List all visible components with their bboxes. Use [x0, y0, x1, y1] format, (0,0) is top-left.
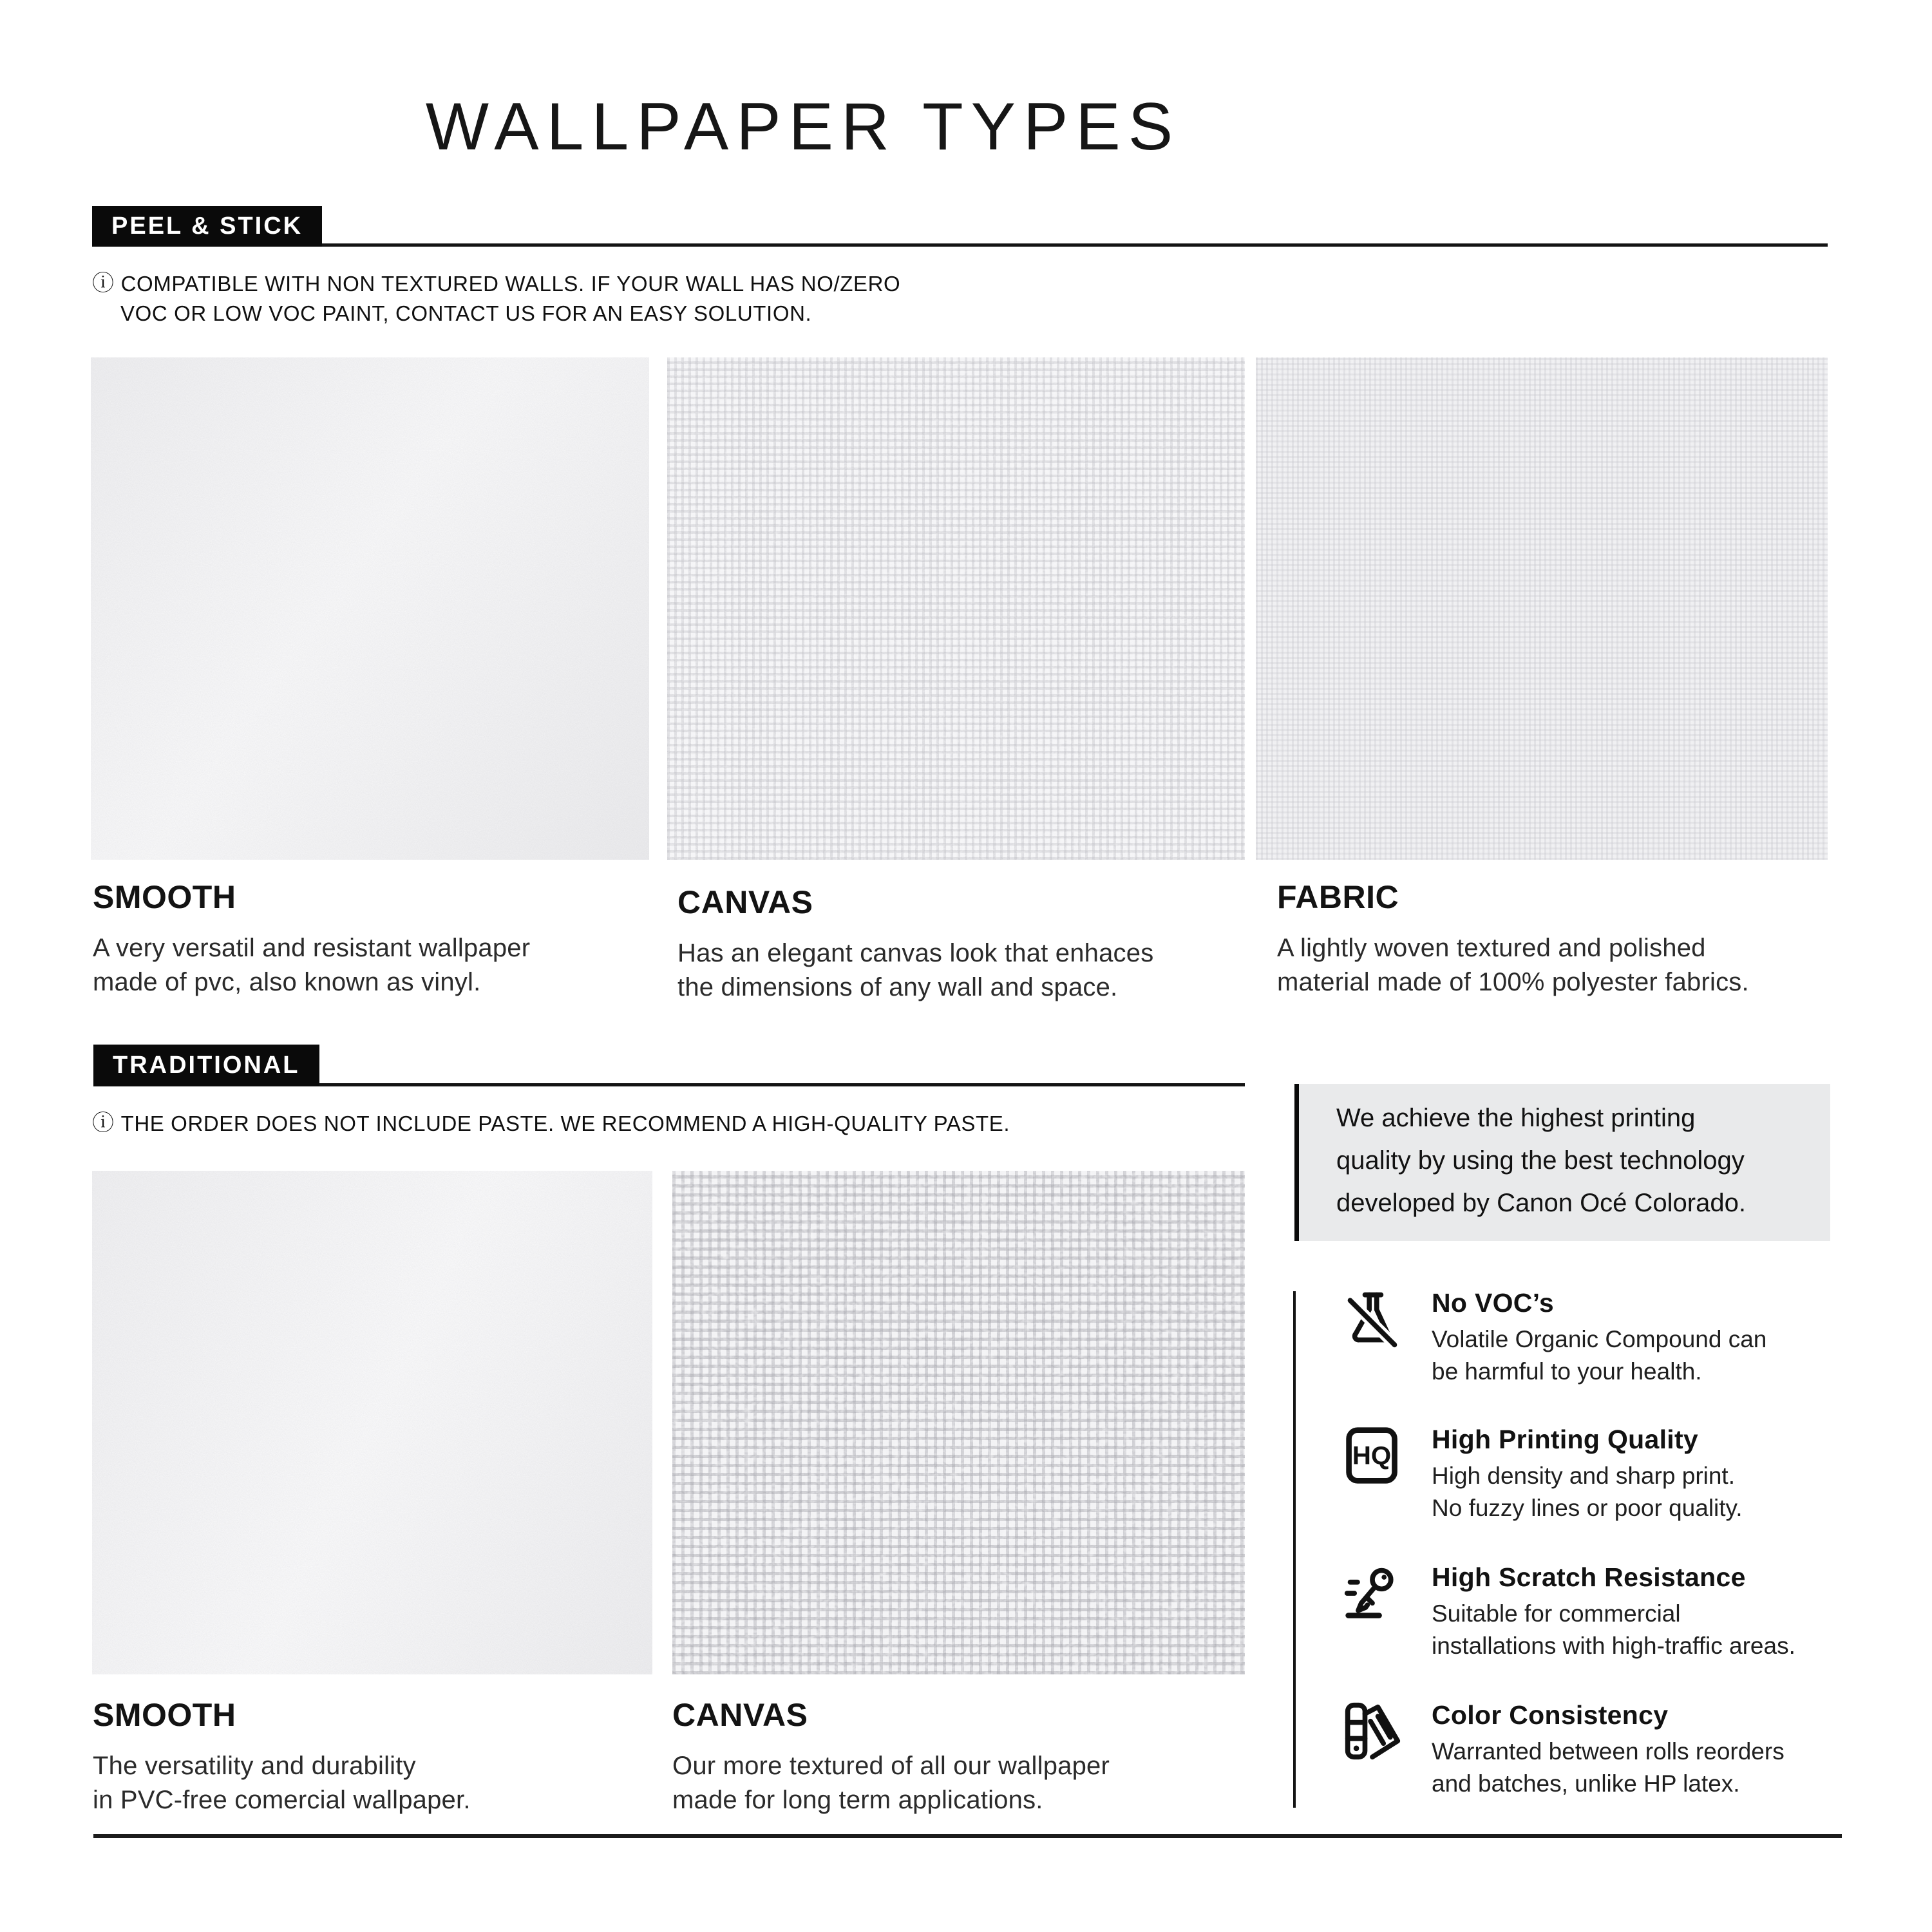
feature-title: Color Consistency [1432, 1700, 1669, 1730]
feature-no-voc [1343, 1288, 1845, 1388]
hq-badge-icon [1343, 1426, 1402, 1485]
swatch-description: A very versatil and resistant wallpaper made of pvc, also known as vinyl. [93, 934, 531, 996]
feature-title: No VOC’s [1432, 1288, 1554, 1318]
caption-traditional-canvas [672, 1696, 1252, 1817]
texture-image [1256, 357, 1828, 860]
feature-high-scratch-resistance [1343, 1562, 1845, 1662]
swatch-description: The versatility and durability in PVC-free comercial wallpaper. [93, 1752, 471, 1814]
caption-traditional-smooth [93, 1696, 659, 1817]
no-voc-flask-icon [1343, 1289, 1402, 1349]
callout-line: We achieve the highest printing [1336, 1104, 1696, 1132]
info-icon: ⓘ [92, 1111, 115, 1135]
texture-image [667, 357, 1245, 860]
key-scratch-icon [1343, 1564, 1402, 1623]
traditional-note [92, 1109, 1010, 1139]
note-line: THE ORDER DOES NOT INCLUDE PASTE. WE RECOMMEND A HIGH-QUALITY PASTE. [120, 1112, 1010, 1135]
feature-description: High density and sharp print. No fuzzy lines or poor quality. [1432, 1463, 1743, 1521]
features-divider-line [1293, 1291, 1296, 1808]
traditional-badge: TRADITIONAL [93, 1045, 319, 1086]
callout-line: quality by using the best technology [1336, 1146, 1745, 1175]
feature-description: Volatile Organic Compound can be harmful to your health. [1432, 1326, 1767, 1385]
caption-peel-fabric [1277, 878, 1857, 999]
caption-peel-canvas [677, 884, 1257, 1005]
texture-image [672, 1171, 1245, 1674]
feature-title: High Printing Quality [1432, 1425, 1699, 1454]
note-line: VOC OR LOW VOC PAINT, CONTACT US FOR AN EASY SOLUTION. [120, 301, 812, 325]
note-line: COMPATIBLE WITH NON TEXTURED WALLS. IF YOUR WALL HAS NO/ZERO [120, 272, 901, 296]
swatch-traditional-canvas [672, 1171, 1245, 1674]
feature-color-consistency [1343, 1700, 1845, 1800]
peel-stick-note [92, 269, 900, 328]
feature-high-printing-quality [1343, 1425, 1845, 1524]
texture-image [91, 357, 649, 860]
caption-peel-smooth [93, 878, 659, 999]
swatch-name: CANVAS [677, 884, 813, 920]
peel-stick-divider [92, 243, 1828, 247]
svg-text:HQ: HQ [1352, 1441, 1392, 1470]
swatch-peel-fabric [1256, 357, 1828, 860]
feature-description: Suitable for commercial installations with high-traffic areas. [1432, 1600, 1795, 1659]
texture-image [92, 1171, 652, 1674]
swatch-traditional-smooth [92, 1171, 652, 1674]
printing-quality-callout [1294, 1084, 1830, 1241]
swatch-name: CANVAS [672, 1697, 808, 1733]
bottom-rule [93, 1834, 1842, 1838]
swatch-peel-smooth [91, 357, 649, 860]
color-swatchbook-icon [1343, 1701, 1402, 1761]
swatch-name: SMOOTH [93, 1697, 236, 1733]
swatch-peel-canvas [667, 357, 1245, 860]
peel-stick-badge: PEEL & STICK [92, 206, 322, 247]
info-icon: ⓘ [92, 271, 115, 296]
feature-title: High Scratch Resistance [1432, 1562, 1746, 1592]
page-title: WALLPAPER TYPES [425, 90, 1181, 164]
swatch-name: SMOOTH [93, 879, 236, 915]
swatch-description: Our more textured of all our wallpaper made for long term applications. [672, 1752, 1110, 1814]
swatch-description: Has an elegant canvas look that enhaces the dimensions of any wall and space. [677, 939, 1154, 1001]
callout-line: developed by Canon Océ Colorado. [1336, 1189, 1746, 1217]
swatch-name: FABRIC [1277, 879, 1399, 915]
swatch-description: A lightly woven textured and polished material made of 100% polyester fabrics. [1277, 934, 1749, 996]
feature-description: Warranted between rolls reorders and batches, unlike HP latex. [1432, 1738, 1785, 1797]
